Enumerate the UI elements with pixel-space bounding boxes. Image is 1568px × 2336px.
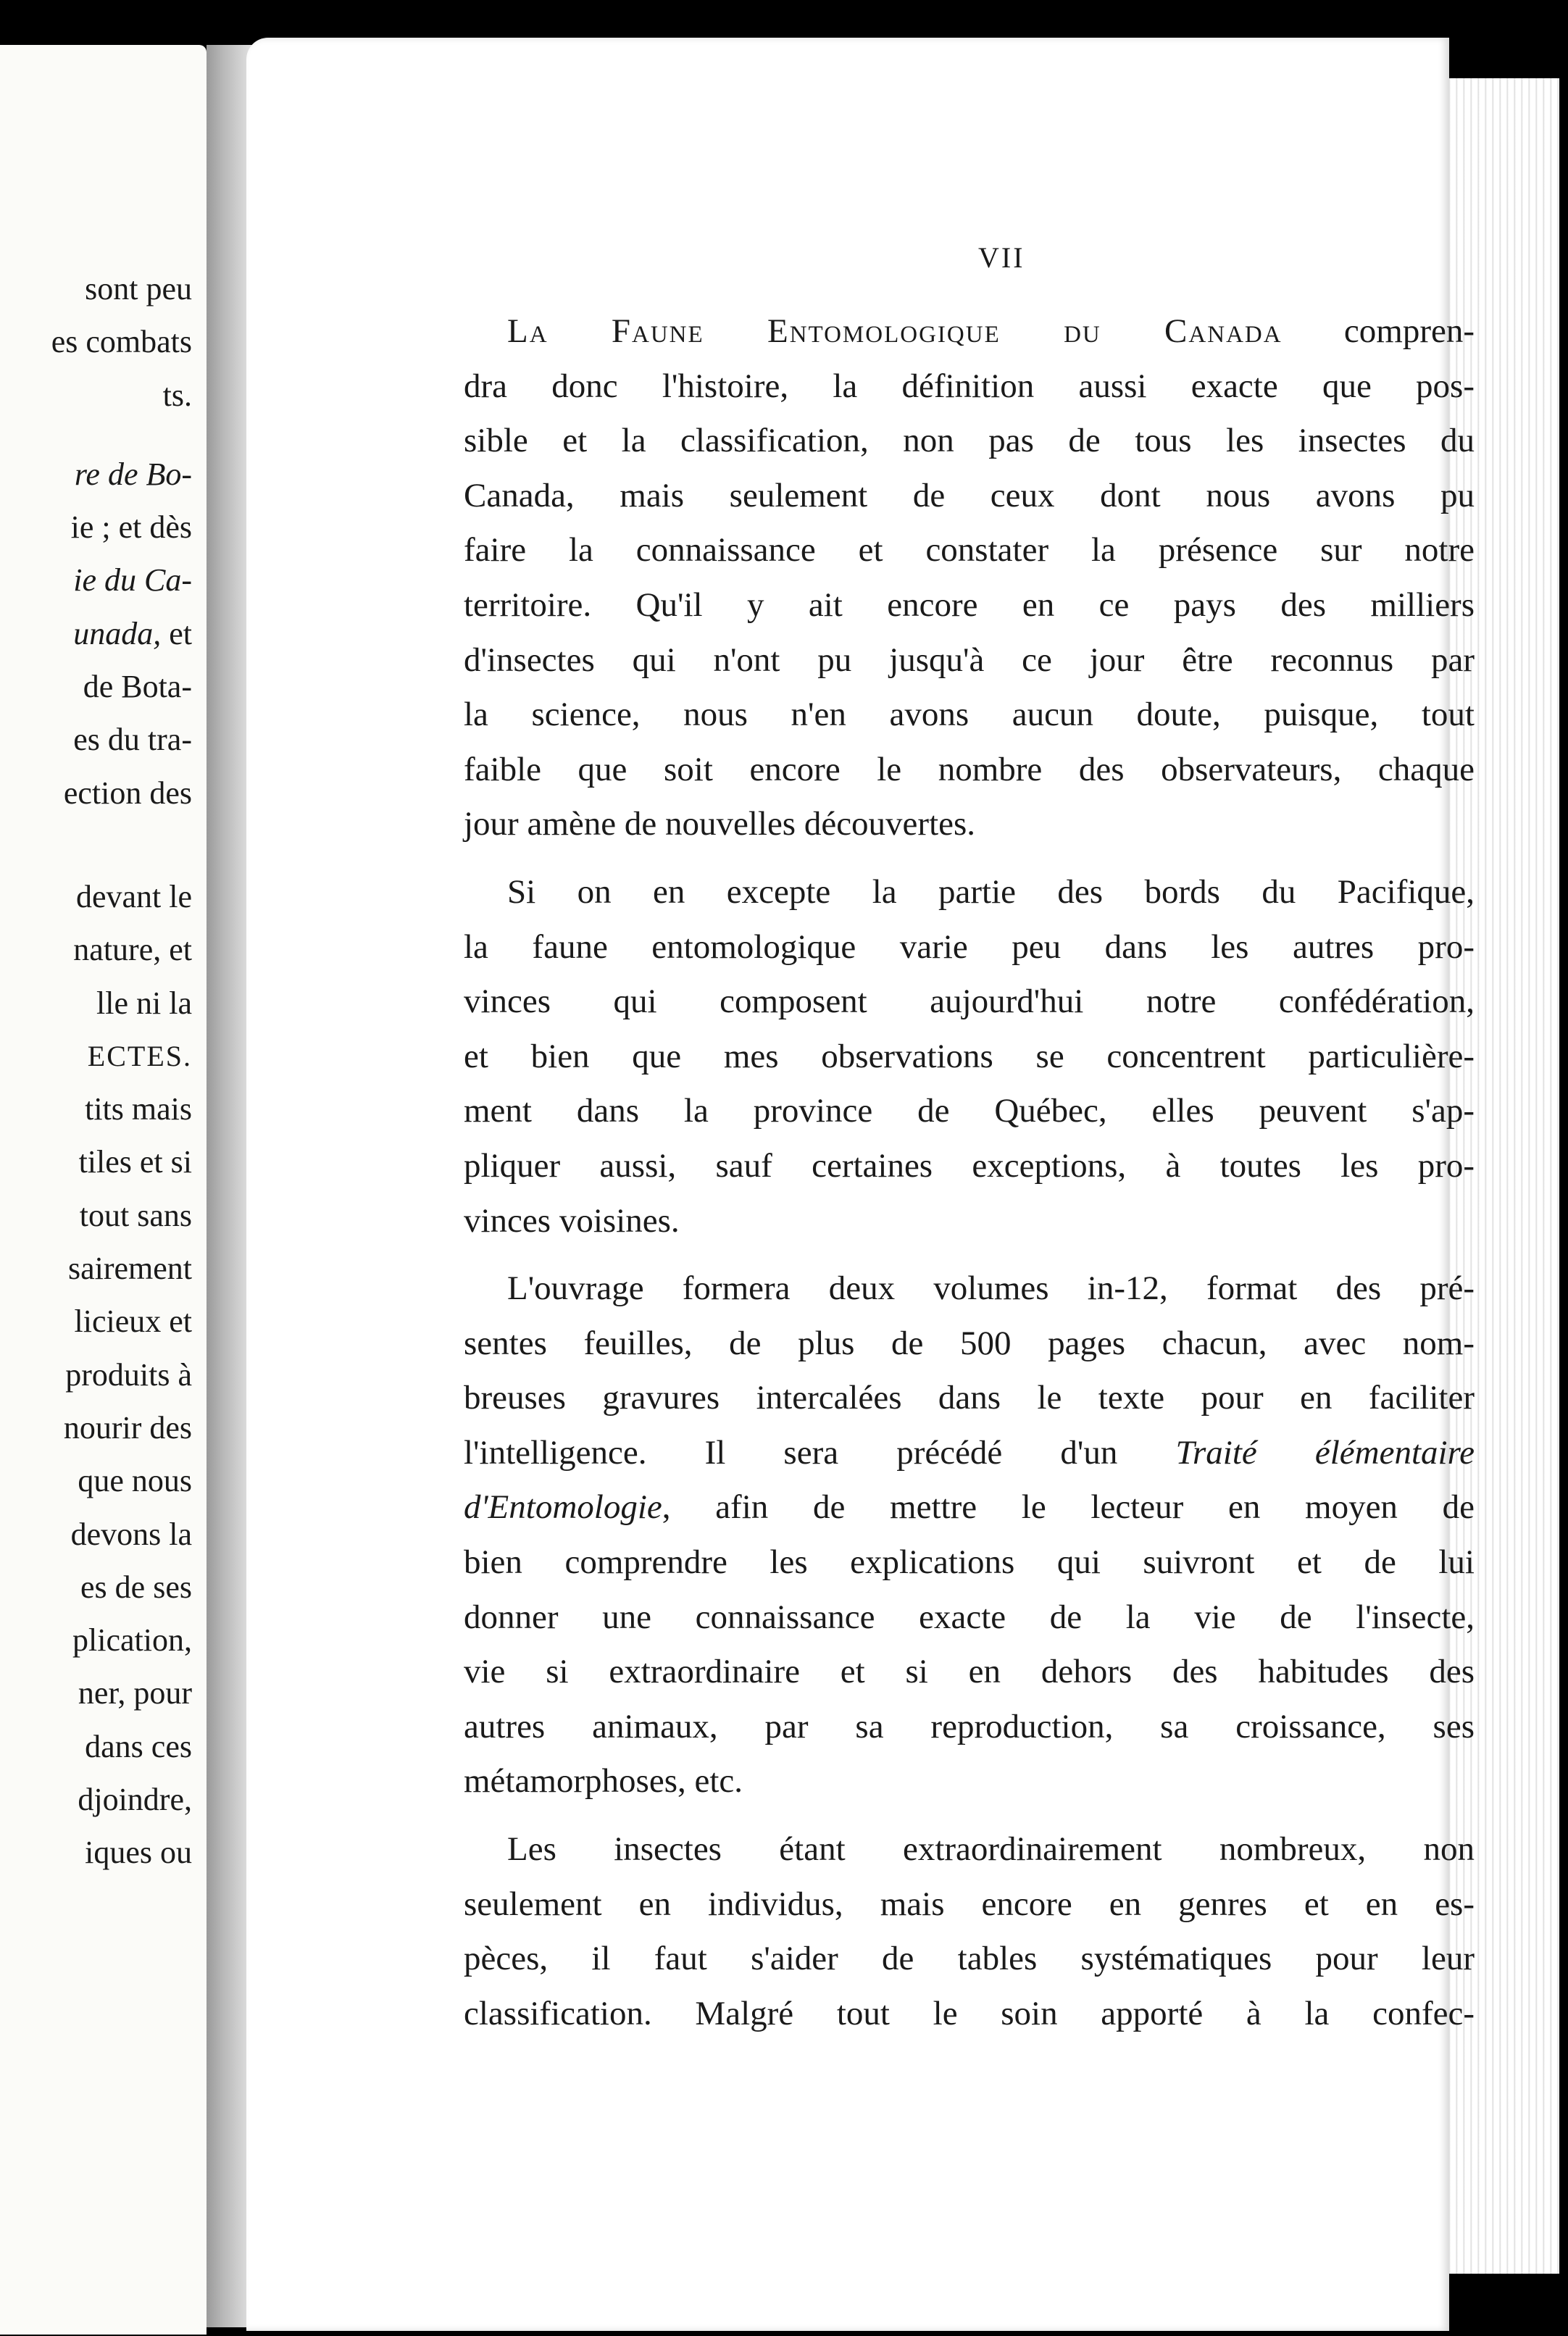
- text-line: territoire. Qu'il y ait encore en ce pays des milliers: [464, 585, 1475, 624]
- left-line: [0, 819, 192, 870]
- left-line: plication,: [72, 1622, 192, 1659]
- paragraph: [464, 865, 1475, 1248]
- text-line: et bien que mes observations se concentrent particulière-: [464, 1037, 1475, 1075]
- left-line: sairement: [67, 1251, 192, 1287]
- left-line: ie ; et dès: [70, 509, 192, 546]
- left-line: de Bota-: [83, 669, 192, 705]
- text-line: faible que soit encore le nombre des observateurs, chaque: [464, 750, 1475, 788]
- text-line: d'insectes qui n'ont pu jusqu'à ce jour être reconnus par: [464, 641, 1475, 679]
- paragraph: [464, 1822, 1475, 2041]
- paragraph: [464, 304, 1475, 852]
- text-line: pliquer aussi, sauf certaines exceptions, à toutes les pro-: [464, 1146, 1475, 1185]
- left-line: djoindre,: [78, 1782, 192, 1818]
- left-line: tout sans: [79, 1197, 192, 1233]
- left-page-text: [0, 262, 192, 1880]
- left-line: que nous: [78, 1463, 192, 1499]
- text-line: pèces, il faut s'aider de tables systématiques pour leur: [464, 1940, 1475, 1978]
- left-line: ie du Ca-: [73, 562, 192, 598]
- text-line: la science, nous n'en avons aucun doute, puisque, tout: [464, 696, 1475, 734]
- text-line: donner une connaissance exacte de la vie de l'insecte,: [464, 1598, 1475, 1636]
- text-line: vinces qui composent aujourd'hui notre confédération,: [464, 983, 1475, 1021]
- text-line: métamorphoses, etc.: [464, 1762, 743, 1801]
- text-line: Les insectes étant extraordinairement nombreux, non: [507, 1830, 1475, 1869]
- left-line: sont peu: [85, 271, 192, 306]
- text-line: la faune entomologique varie peu dans les autres pro-: [464, 927, 1475, 966]
- left-facing-page: [0, 45, 207, 2335]
- text-line: breuses gravures intercalées dans le texte pour en faciliter: [464, 1379, 1475, 1417]
- left-line: tits mais: [85, 1091, 192, 1127]
- text-line: d'Entomologie, afin de mettre le lecteur en moyen de: [464, 1488, 1475, 1527]
- left-line: es de ses: [80, 1569, 192, 1605]
- text-line: sible et la classification, non pas de tous les insectes du: [464, 422, 1475, 460]
- text-line: Si on en excepte la partie des bords du Pacifique,: [507, 872, 1475, 911]
- text-line: autres animaux, par sa reproduction, sa croissance, ses: [464, 1707, 1475, 1745]
- left-line: [0, 422, 192, 448]
- text-line: l'intelligence. Il sera précédé d'un Traité élémentaire: [464, 1433, 1475, 1472]
- text-line: La Faune Entomologique du Canada compren-: [507, 312, 1475, 350]
- text-line: seulement en individus, mais encore en genres et en es-: [464, 1885, 1475, 1923]
- left-line: re de Bo-: [74, 456, 192, 492]
- left-line: lle ni la: [96, 985, 192, 1021]
- body-text: [464, 304, 1475, 2054]
- text-line: bien comprendre les explications qui suivront et de lui: [464, 1543, 1475, 1582]
- left-line: devons la: [70, 1516, 192, 1552]
- left-line: dans ces: [85, 1728, 192, 1764]
- left-line: ner, pour: [78, 1675, 192, 1711]
- scan-specks: [580, 0, 725, 22]
- text-line: ment dans la province de Québec, elles peuvent s'ap-: [464, 1092, 1475, 1130]
- left-line: produits à: [65, 1356, 192, 1393]
- text-line: faire la connaissance et constater la présence sur notre: [464, 531, 1475, 570]
- left-line: nourir des: [63, 1409, 192, 1446]
- text-line: L'ouvrage formera deux volumes in-12, format des pré-: [507, 1269, 1475, 1308]
- left-line: ts.: [162, 377, 192, 413]
- left-line: nature, et: [73, 932, 192, 968]
- left-line: unada, et: [73, 615, 192, 651]
- page-number: VII: [978, 241, 1025, 274]
- text-line: jour amène de nouvelles découvertes.: [464, 805, 976, 843]
- text-line: dra donc l'histoire, la définition aussi exacte que pos-: [464, 367, 1475, 405]
- text-line: classification. Malgré tout le soin apporté à la confec-: [464, 1994, 1475, 2032]
- left-line: ection des: [63, 775, 192, 811]
- text-line: vie si extraordinaire et si en dehors des habitudes des: [464, 1653, 1475, 1691]
- main-page: [246, 38, 1475, 2331]
- left-line: es du tra-: [73, 722, 192, 758]
- left-line: tiles et si: [78, 1144, 192, 1180]
- text-line: Canada, mais seulement de ceux dont nous avons pu: [464, 476, 1475, 514]
- left-line: es combats: [51, 324, 192, 360]
- text-line: sentes feuilles, de plus de 500 pages chacun, avec nom-: [464, 1324, 1475, 1362]
- paragraph: [464, 1261, 1475, 1809]
- left-line: licieux et: [74, 1303, 192, 1340]
- text-line: vinces voisines.: [464, 1201, 680, 1240]
- left-line: iques ou: [85, 1835, 192, 1871]
- left-line: devant le: [75, 878, 192, 914]
- left-line: ECTES.: [87, 1039, 192, 1072]
